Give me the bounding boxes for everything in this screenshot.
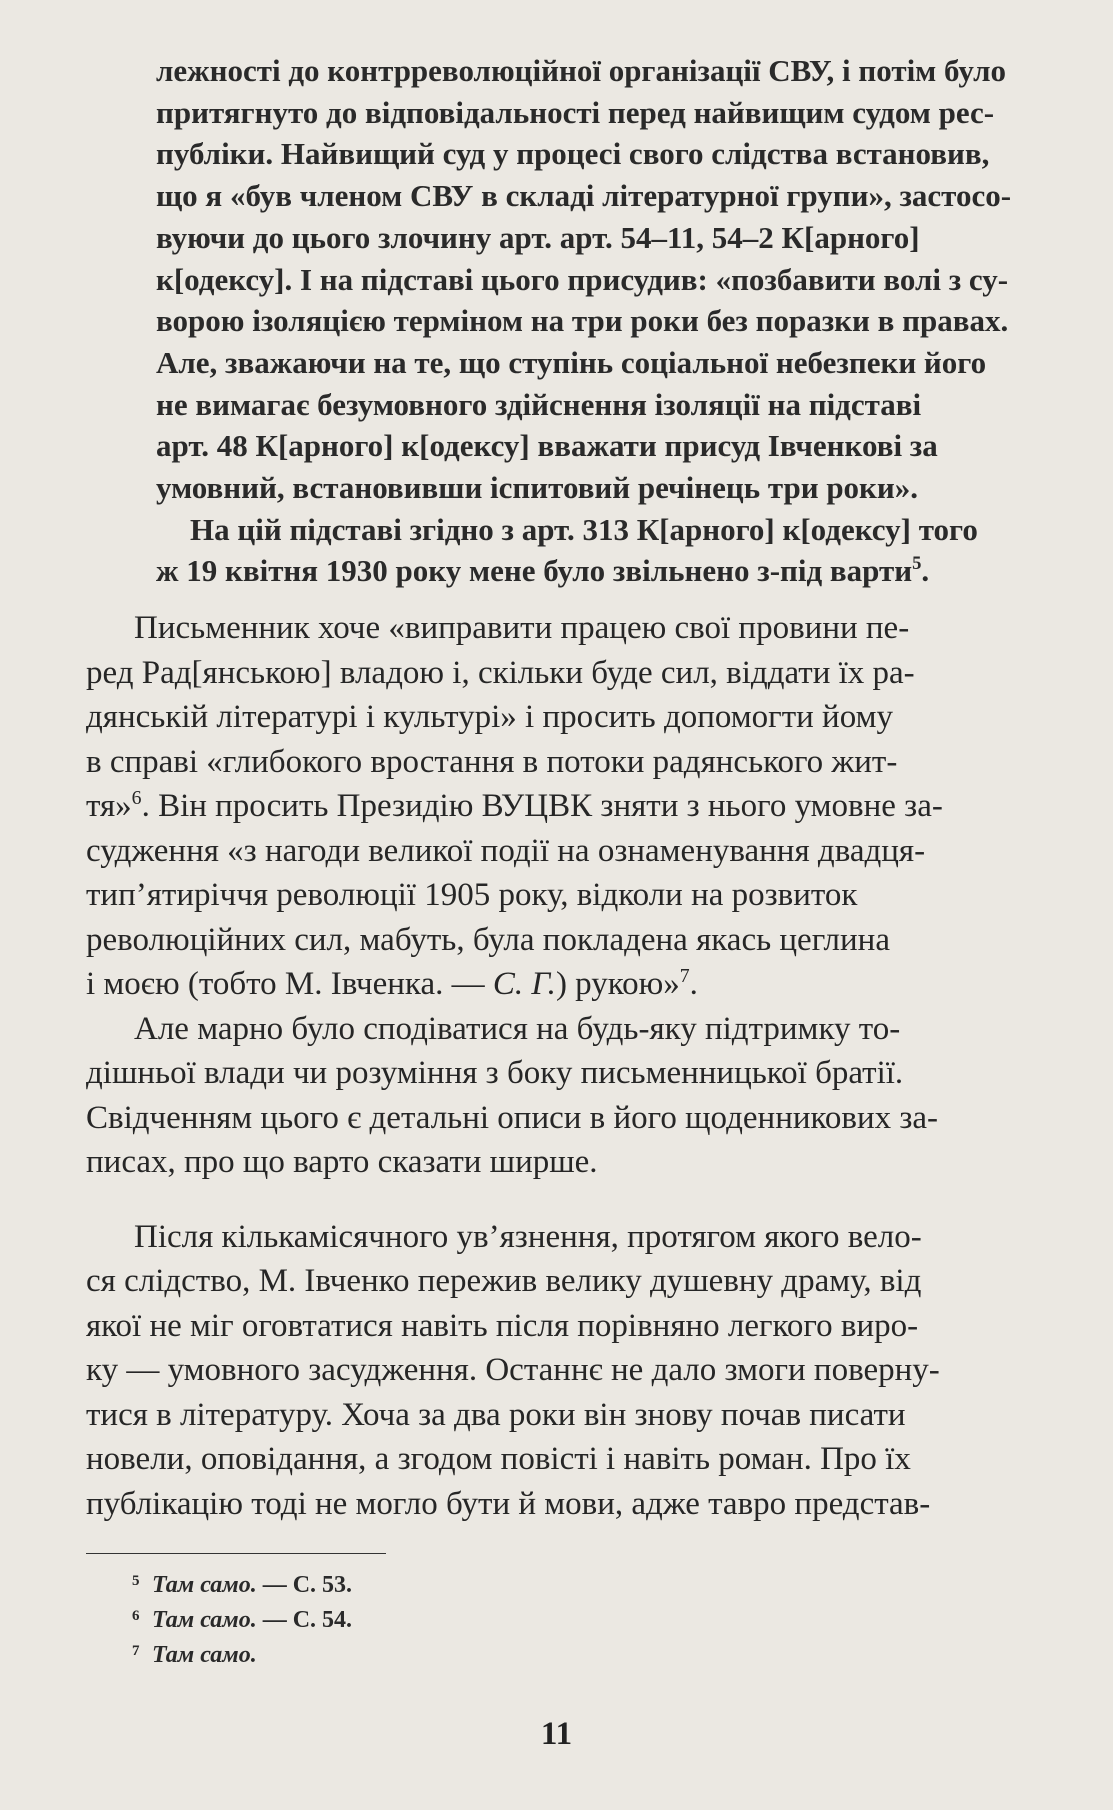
quote-line: вуючи до цього злочину арт. арт. 54–11, 54–2 К[арного] (156, 219, 920, 255)
text-line: ся слідство, М. Івченко пережив велику душевну драму, від (86, 1263, 922, 1299)
text-line: в справі «глибокого вростання в потоки радянського жит- (86, 743, 898, 780)
quote-line: ж 19 квітня 1930 року мене було звільнено з-під варти (156, 553, 913, 589)
quote-line: ворою ізоляцією терміном на три роки без поразки в правах. (156, 303, 1009, 339)
text-line: дянській літературі і культурі» і просить допомогти йому (86, 699, 893, 735)
footnote-7: 7 Там само. (132, 1642, 257, 1668)
text-line: тя» (86, 788, 132, 824)
text-line: дішньої влади чи розуміння з боку письменницької братії. (86, 1055, 904, 1091)
page-number: 11 (540, 1716, 573, 1752)
text-line: революційних сил, мабуть, була покладена якась цеглина (86, 921, 890, 958)
quote-line: що я «був членом СВУ в складі літературної групи», застосо- (156, 178, 1012, 214)
paragraph-3 (86, 1215, 1026, 1527)
quote-line: Але, зважаючи на те, що ступінь соціальної небезпеки його (156, 344, 987, 380)
text-line: . Він просить Президію ВУЦВК зняти з нього умовне за- (141, 788, 943, 824)
paragraph-2 (86, 1007, 1026, 1185)
quote-line: лежності до контрреволюційної організації СВУ, і потім було (156, 53, 1006, 88)
footnote-6: 6 Там само. — С. 54. (132, 1607, 353, 1633)
quote-line: умовний, встановивши іспитовий речінець три роки». (156, 470, 919, 506)
text-line: ред Рад[янською] владою і, скільки буде сил, віддати їх ра- (86, 654, 915, 691)
text-line: якої не міг оговтатися навіть після порівняно легкого виро- (86, 1307, 919, 1344)
quote-paragraph-1 (156, 50, 1028, 509)
text-line: тип’ятиріччя революції 1905 року, відколи на розвиток (86, 877, 858, 913)
text-line: ) рукою» (555, 966, 680, 1002)
text-line: писах, про що варто сказати ширше. (86, 1144, 598, 1180)
footnote-divider (86, 1553, 386, 1554)
paragraph-1: Письменник хоче «виправити працею свої провини пе- ред Рад[янською] владою і, скільки буде сил, віддати їх ра- дянській літературі і культурі» і просить допомогти йому в справі «глибокого вростання в потоки радянського жит- тя»$^6$. Він просить Президію ВУЦВК зняти з нього умовне за- судження «з нагоди великої події на ознаменування двадця- тип’ятиріччя революції 1905 року, відколи на розвиток революційних сил, мабуть, була покладена якась цеглина і моєю (тобто М. Івченка. — С. Г.) рукою»$^7$. (86, 610, 943, 1002)
footnotes (132, 1566, 352, 1671)
text-line: Але марно було сподіватися на будь-яку підтримку то- (134, 1010, 901, 1047)
quoted-document (86, 50, 1028, 592)
quote-paragraph-2: На цій підставі згідно з арт. 313 К[арного] к[одексу] того ж 19 квітня 1930 року мене було звільнено з-під варти$^5$. (156, 511, 978, 589)
text-line: Свідченням цього є детальні описи в його щоденникових за- (86, 1099, 939, 1136)
quote-line: не вимагає безумовного здійснення ізоляції на підставі (156, 386, 922, 422)
quote-line: публіки. Найвищий суд у процесі свого слідства встановив, (156, 136, 990, 172)
author-initials: С. Г. (492, 966, 556, 1002)
main-text (86, 606, 1026, 1526)
footnote-ref-6[interactable]: 6 (131, 787, 142, 809)
text-line: судження «з нагоди великої події на ознаменування двадця- (86, 832, 926, 869)
text-line: і моєю (тобто М. Івченка. — (86, 966, 493, 1002)
footnote-5: 5 Там само. — С. 53. (132, 1572, 353, 1598)
text-line: новели, оповідання, а згодом повісті і навіть роман. Про їх (86, 1441, 911, 1477)
text-line: ку — умовного засудження. Останнє не дало змоги поверну- (86, 1352, 940, 1388)
quote-line: На цій підставі згідно з арт. 313 К[арного] к[одексу] того (190, 511, 978, 547)
text-line: Після кількамісячного ув’язнення, протягом якого вело- (134, 1218, 922, 1255)
quote-line: притягнуто до відповідальності перед найвищим судом рес- (156, 94, 995, 130)
footnote-ref-7[interactable]: 7 (679, 965, 690, 987)
text-line: тися в літературу. Хоча за два роки він знову почав писати (86, 1396, 906, 1433)
text-line: публікацію тоді не могло бути й мови, адже тавро представ- (86, 1485, 931, 1522)
quote-line: к[одексу]. І на підставі цього присудив: «позбавити волі з су- (156, 261, 1009, 297)
text-line: Письменник хоче «виправити працею свої провини пе- (134, 610, 910, 646)
quote-line: арт. 48 К[арного] к[одексу] вважати присуд Івченкові за (156, 428, 938, 464)
footnote-ref-5[interactable]: 5 (912, 553, 922, 575)
